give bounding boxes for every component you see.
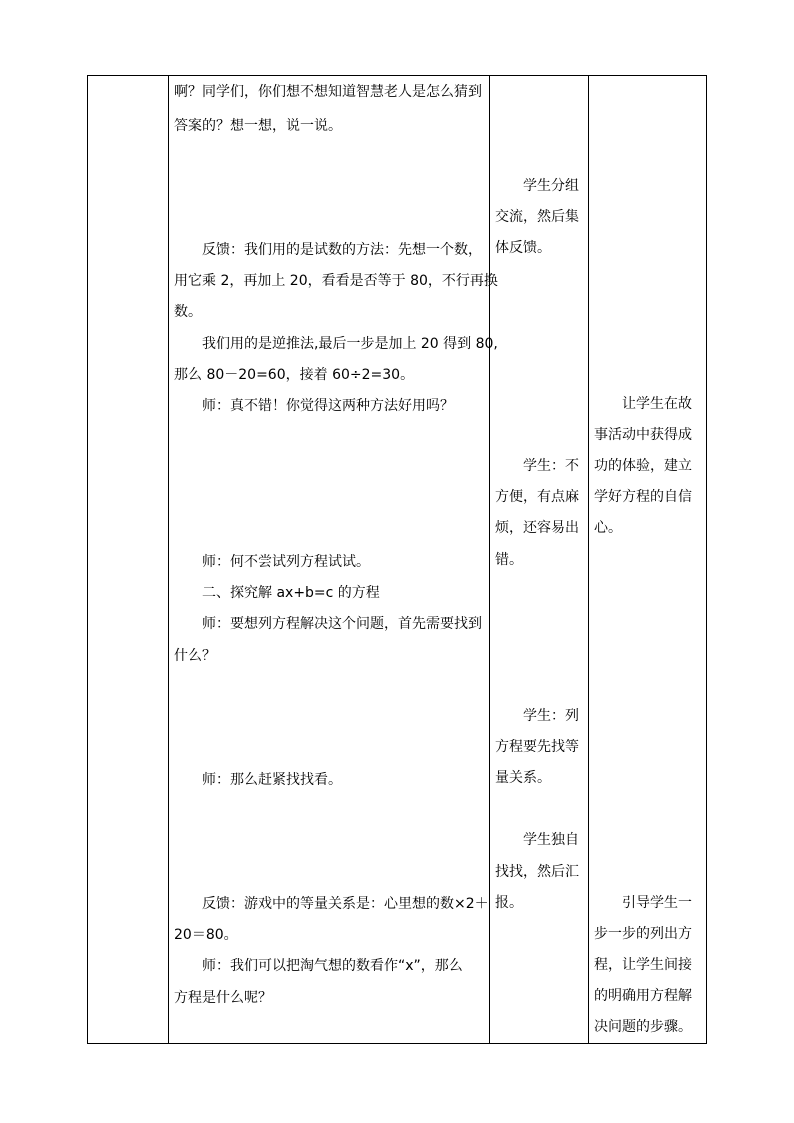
process-line: 师：那么赶紧找找看。 <box>202 772 342 788</box>
process-line: 师：要想列方程解决这个问题，首先需要找到 <box>202 616 482 632</box>
student-line: 找找，然后汇 <box>495 864 579 880</box>
process-line: 我们用的是逆推法,最后一步是加上 20 得到 80, <box>202 336 498 352</box>
intent-line: 程，让学生间接 <box>594 957 692 973</box>
process-line: 啊？同学们，你们想不想知道智慧老人是怎么猜到 <box>174 84 482 100</box>
intent-line: 心。 <box>594 520 622 536</box>
student-line: 方便，有点麻 <box>495 489 579 505</box>
column-teaching-process <box>169 76 498 1045</box>
intent-line: 决问题的步骤。 <box>594 1019 692 1035</box>
student-line: 量关系。 <box>495 770 551 786</box>
column-design-intent <box>589 76 706 1045</box>
intent-line: 功的体验，建立 <box>594 458 692 474</box>
process-line: 那么 80－20=60，接着 60÷2=30。 <box>174 367 415 383</box>
intent-line: 让学生在故 <box>622 396 692 412</box>
student-line: 体反馈。 <box>495 240 551 256</box>
process-line: 师：真不错！你觉得这两种方法好用吗？ <box>202 398 454 414</box>
process-line: 师：我们可以把淘气想的数看作“x”，那么 <box>202 958 463 974</box>
process-line: 用它乘 2，再加上 20，看看是否等于 80，不行再换 <box>174 273 498 289</box>
student-line: 学生分组 <box>523 178 579 194</box>
process-line: 反馈：游戏中的等量关系是：心里想的数×2＋ <box>202 896 489 912</box>
student-line: 学生独自 <box>523 832 579 848</box>
column-student-activity <box>490 76 588 1045</box>
intent-line: 学好方程的自信 <box>594 489 692 505</box>
student-line: 方程要先找等 <box>495 739 579 755</box>
intent-line: 步一步的列出方 <box>594 926 692 942</box>
process-line: 反馈：我们用的是试数的方法：先想一个数， <box>202 242 482 258</box>
process-line: 答案的？想一想，说一说。 <box>174 118 342 134</box>
process-line: 师：何不尝试列方程试试。 <box>202 554 370 570</box>
intent-line: 事活动中获得成 <box>594 427 692 443</box>
student-line: 学生：不 <box>523 458 579 474</box>
process-line: 什么？ <box>174 648 216 664</box>
process-line: 方程是什么呢？ <box>174 990 272 1006</box>
student-line: 报。 <box>495 895 523 911</box>
student-line: 学生：列 <box>523 708 579 724</box>
student-line: 错。 <box>495 552 523 568</box>
student-line: 烦，还容易出 <box>495 520 579 536</box>
intent-line: 引导学生一 <box>622 895 692 911</box>
section-heading: 二、探究解 ax+b=c 的方程 <box>202 585 380 601</box>
process-line: 20＝80。 <box>174 927 238 943</box>
process-line: 数。 <box>174 304 202 320</box>
intent-line: 的明确用方程解 <box>594 988 692 1004</box>
column-empty <box>88 76 168 1045</box>
lesson-table <box>87 75 707 1044</box>
student-line: 交流，然后集 <box>495 209 579 225</box>
